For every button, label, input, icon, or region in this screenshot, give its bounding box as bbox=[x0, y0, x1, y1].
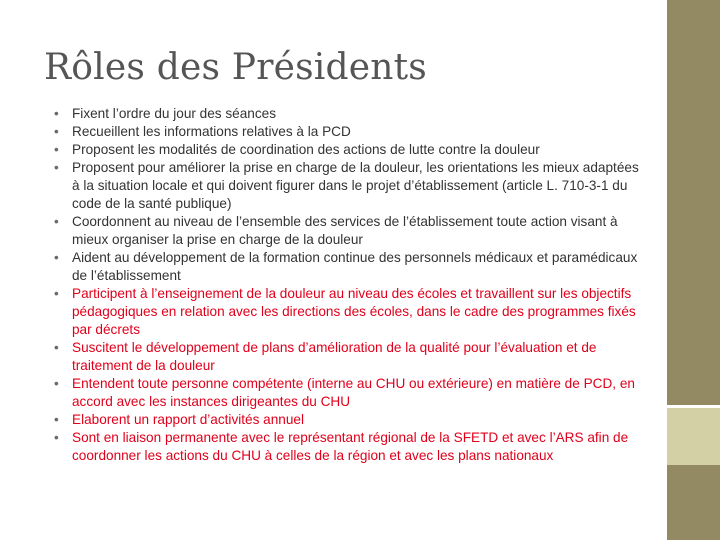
bullet-item: • Elaborent un rapport d’activités annuel bbox=[52, 411, 642, 429]
bullet-item: • Proposent les modalités de coordination des actions de lutte contre la douleur bbox=[52, 141, 642, 159]
bullet-item: • Sont en liaison permanente avec le représentant régional de la SFETD et avec l’ARS afin de coordonner les actions du CHU à celles de la région et avec les plans nationaux bbox=[52, 429, 642, 465]
bullet-item: • Fixent l’ordre du jour des séances bbox=[52, 105, 642, 123]
bullet-item: • Entendent toute personne compétente (interne au CHU ou extérieure) en matière de PCD, en accord avec les instances dirigeantes du CHU bbox=[52, 375, 642, 411]
bullet-item: • Aident au développement de la formation continue des personnels médicaux et paramédicaux de l’établissement bbox=[52, 249, 642, 285]
slide-title: Rôles des Présidents bbox=[44, 47, 427, 88]
bullet-item: • Proposent pour améliorer la prise en charge de la douleur, les orientations les mieux adaptées à la situation locale et qui doivent figurer dans le projet d’établissement (article L. 710-3-1 du code de la santé publique) bbox=[52, 159, 642, 213]
bullet-item: • Suscitent le développement de plans d’amélioration de la qualité pour l’évaluation et de traitement de la douleur bbox=[52, 339, 642, 375]
sidebar-decoration-middle bbox=[667, 408, 720, 465]
bullet-item: • Recueillent les informations relatives à la PCD bbox=[52, 123, 642, 141]
bullet-item: • Participent à l’enseignement de la douleur au niveau des écoles et travaillent sur les objectifs pédagogiques en relation avec les directions des écoles, dans le cadre des programmes fixés par décrets bbox=[52, 285, 642, 339]
bullet-item: • Coordonnent au niveau de l’ensemble des services de l’établissement toute action visant à mieux organiser la prise en charge de la douleur bbox=[52, 213, 642, 249]
bullet-list bbox=[52, 105, 642, 465]
sidebar-decoration-top bbox=[667, 0, 720, 405]
sidebar-decoration-bottom bbox=[667, 465, 720, 540]
